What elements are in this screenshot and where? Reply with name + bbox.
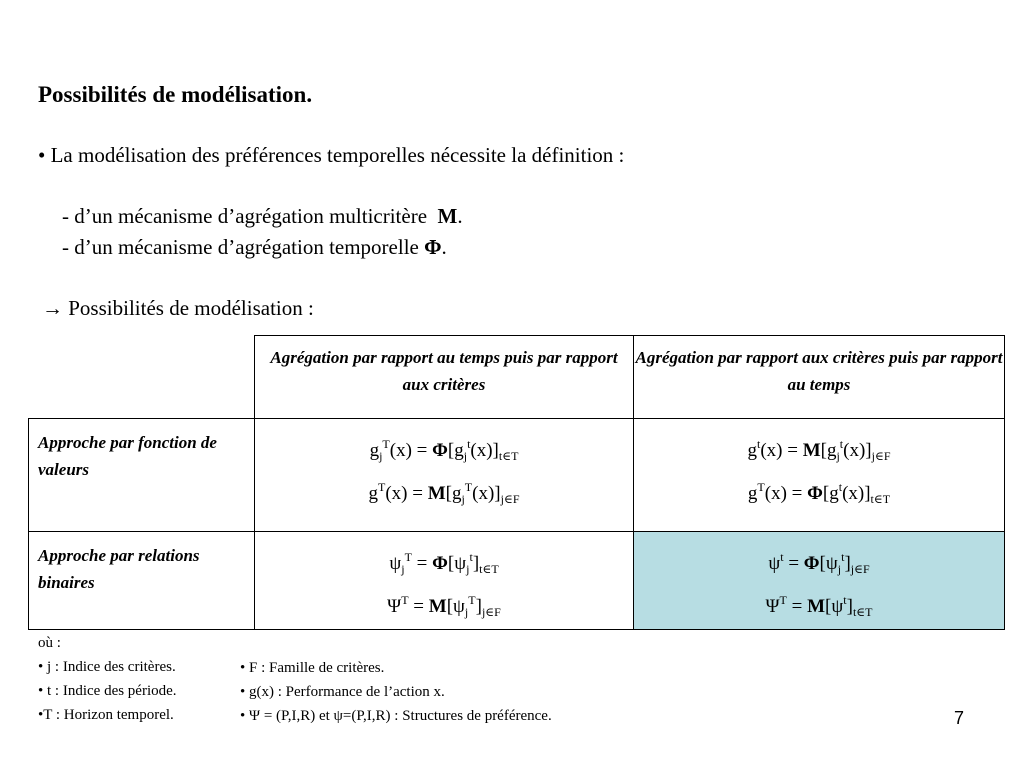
legend-item: où : bbox=[38, 635, 61, 651]
legend-item: • Ψ = (P,I,R) et ψ=(P,I,R) : Structures de préférence. bbox=[240, 708, 552, 724]
header-time-then-criteria: Agrégation par rapport au temps puis par rapport aux critères bbox=[255, 336, 634, 419]
table-row-value-functions bbox=[29, 419, 1005, 532]
legend-item: • j : Indice des critères. bbox=[38, 659, 176, 675]
row-label-binary-relations: Approche par relations binaires bbox=[29, 532, 255, 630]
formula-line: $\Psi^T = M[\psi^t]_{t\in T}$ bbox=[765, 593, 873, 619]
formula-line: $\psi_j^T = \Phi[\psi_j^t]_{t\in T}$ bbox=[389, 550, 499, 576]
formula-line: $g^t(x) = M[g_j^t(x)]_{j\in F}$ bbox=[747, 437, 891, 463]
symbol-phi: Φ bbox=[424, 235, 442, 259]
intro-text: • La modélisation des préférences temporelles nécessite la définition : bbox=[38, 143, 625, 167]
mechanism-multicriteria-text: - d’un mécanisme d’agrégation multicritère bbox=[62, 204, 428, 228]
legend-item: • t : Indice des période. bbox=[38, 683, 177, 699]
legend-item: •T : Horizon temporel. bbox=[38, 707, 174, 723]
page-number: 7 bbox=[953, 708, 964, 728]
slide-title: Possibilités de modélisation. bbox=[38, 82, 313, 107]
formula-relation-criteria-time bbox=[634, 532, 1005, 630]
legend-left bbox=[38, 631, 177, 727]
formula-line: $g^T(x) = M[g_j^T(x)]_{j\in F}$ bbox=[368, 480, 520, 506]
formula-line: $\psi^t = \Phi[\psi_j^t]_{j\in F}$ bbox=[768, 550, 870, 576]
header-criteria-then-time: Agrégation par rapport aux critères puis par rapport au temps bbox=[634, 336, 1005, 419]
possibilities-line: → Possibilités de modélisation : bbox=[42, 296, 314, 320]
modeling-table bbox=[28, 335, 1005, 630]
corner-cell bbox=[29, 336, 255, 419]
table-header-row bbox=[29, 336, 1005, 419]
row-label-value-functions: Approche par fonction de valeurs bbox=[29, 419, 255, 532]
symbol-m: M bbox=[437, 204, 458, 228]
formula-line: $\Psi^T = M[\psi_j^T]_{j\in F}$ bbox=[387, 593, 501, 619]
table-row-binary-relations bbox=[29, 532, 1005, 630]
mechanism-temporal: - d’un mécanisme d’agrégation temporelle Φ. bbox=[62, 235, 447, 259]
formula-line: $g_j^T(x) = \Phi[g_j^t(x)]_{t\in T}$ bbox=[369, 437, 519, 463]
mechanism-multicriteria: - d’un mécanisme d’agrégation multicritère M. bbox=[62, 204, 463, 228]
legend-item: • F : Famille de critères. bbox=[240, 660, 385, 676]
formula-relation-time-criteria bbox=[255, 532, 634, 630]
formula-line: $g^T(x) = \Phi[g^t(x)]_{t\in T}$ bbox=[747, 480, 891, 506]
mechanism-temporal-text: - d’un mécanisme d’agrégation temporelle bbox=[62, 235, 419, 259]
legend-right bbox=[240, 656, 552, 728]
formula-value-time-criteria bbox=[255, 419, 634, 532]
legend-item: • g(x) : Performance de l’action x. bbox=[240, 684, 445, 700]
formula-value-criteria-time bbox=[634, 419, 1005, 532]
